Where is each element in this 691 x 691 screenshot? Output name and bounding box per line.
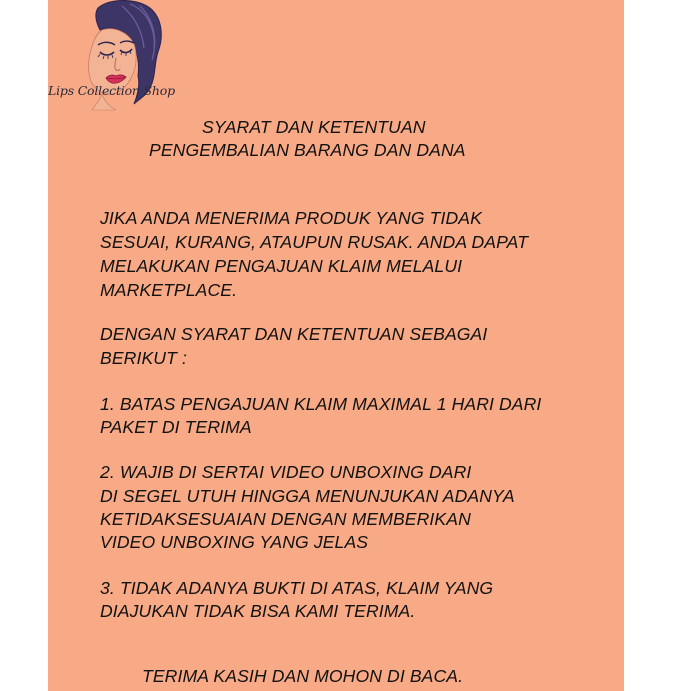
rule-2-line: VIDEO UNBOXING YANG JELAS: [100, 532, 369, 552]
rule-2-line: KETIDAKSESUAIAN DENGAN MEMBERIKAN: [100, 509, 471, 529]
intro-line: MELAKUKAN PENGAJUAN KLAIM MELALUI: [100, 256, 463, 276]
intro-line: JIKA ANDA MENERIMA PRODUK YANG TIDAK: [100, 208, 482, 228]
rule-1-line: PAKET DI TERIMA: [100, 417, 252, 437]
rule-3-line: 3. TIDAK ADANYA BUKTI DI ATAS, KLAIM YANG: [100, 578, 494, 598]
rule-3-line: DIAJUKAN TIDAK BISA KAMI TERIMA.: [100, 601, 416, 621]
closing-note: TERIMA KASIH DAN MOHON DI BACA.: [142, 666, 464, 686]
shop-name: Lips Collection Shop: [48, 83, 175, 98]
rule-1-line: 1. BATAS PENGAJUAN KLAIM MAXIMAL 1 HARI DARI: [100, 394, 542, 414]
terms-intro-line: BERIKUT :: [100, 348, 187, 368]
intro-line: SESUAI, KURANG, ATAUPUN RUSAK. ANDA DAPAT: [100, 232, 529, 252]
terms-intro-line: DENGAN SYARAT DAN KETENTUAN SEBAGAI: [100, 324, 488, 344]
rule-2-line: DI SEGEL UTUH HINGGA MENUNJUKAN ADANYA: [100, 486, 515, 506]
heading-line-2: PENGEMBALIAN BARANG DAN DANA: [149, 140, 466, 160]
rule-2-line: 2. WAJIB DI SERTAI VIDEO UNBOXING DARI: [100, 462, 472, 482]
shop-logo: [48, 0, 188, 112]
terms-card: [48, 0, 624, 691]
intro-line: MARKETPLACE.: [100, 280, 238, 300]
heading-line-1: SYARAT DAN KETENTUAN: [202, 117, 426, 137]
